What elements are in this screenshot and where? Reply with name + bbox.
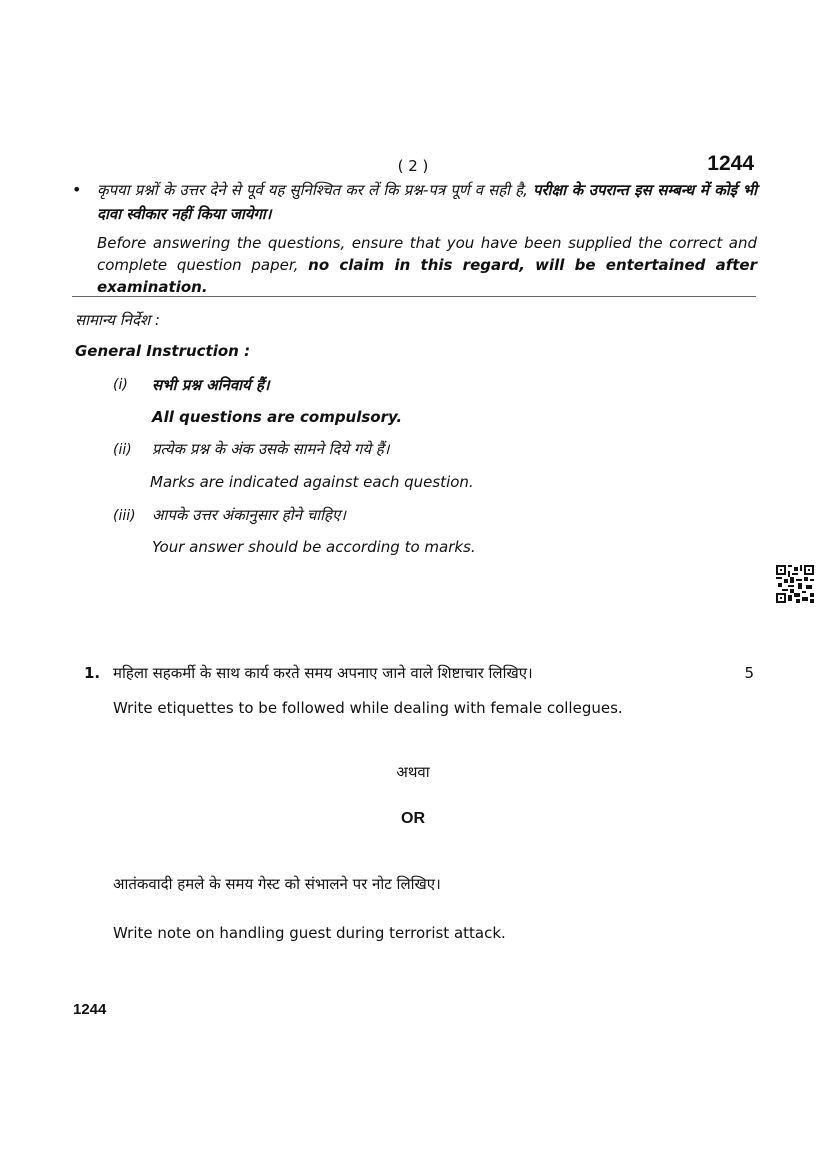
instruction-num-3: (iii) bbox=[113, 508, 136, 524]
notice-english bbox=[97, 232, 757, 298]
notice-hindi bbox=[97, 178, 757, 226]
instruction-english-1: All questions are compulsory. bbox=[152, 408, 403, 426]
instruction-hindi-2: प्रत्येक प्रश्न के अंक उसके सामने दिये गये हैं। bbox=[152, 440, 390, 458]
instruction-hindi-1: सभी प्रश्न अनिवार्य हैं। bbox=[152, 376, 270, 394]
instruction-num-2: (ii) bbox=[113, 442, 132, 458]
instruction-english-2: Marks are indicated against each question. bbox=[150, 473, 474, 491]
general-heading-english: General Instruction : bbox=[75, 342, 251, 360]
alternate-question-hindi: आतंकवादी हमले के समय गेस्ट को संभालने पर नोट लिखिए। bbox=[113, 875, 441, 893]
question-marks: 5 bbox=[744, 664, 754, 682]
notice-bullet: • bbox=[72, 180, 82, 199]
notice-english-bold: no claim in this regard, will be entertained after examination. bbox=[97, 256, 757, 296]
instruction-hindi-3: आपके उत्तर अंकानुसार होने चाहिए। bbox=[152, 506, 346, 524]
notice-english-text: Before answering the questions, ensure that you have been supplied the correct and complete question paper, bbox=[97, 234, 757, 274]
or-english: OR bbox=[401, 810, 425, 827]
or-hindi: अथवा bbox=[396, 763, 430, 781]
instruction-num-1: (i) bbox=[113, 377, 128, 393]
notice-hindi-text: कृपया प्रश्नों के उत्तर देने से पूर्व यह सुनिश्चित कर लें कि प्रश्न-पत्र पूर्ण व सही है, bbox=[97, 181, 533, 199]
question-number: 1. bbox=[84, 664, 101, 682]
qr-code-icon bbox=[776, 565, 814, 603]
question-english: Write etiquettes to be followed while dealing with female collegues. bbox=[113, 699, 623, 717]
paper-code-top: 1244 bbox=[707, 152, 754, 175]
question-hindi: महिला सहकर्मी के साथ कार्य करते समय अपनाए जाने वाले शिष्टाचार लिखिए। bbox=[113, 664, 533, 682]
alternate-question-english: Write note on handling guest during terrorist attack. bbox=[113, 924, 506, 942]
paper-code-bottom: 1244 bbox=[73, 1001, 107, 1018]
page-number: ( 2 ) bbox=[397, 157, 429, 175]
instruction-english-3: Your answer should be according to marks. bbox=[152, 538, 476, 556]
notice-hindi-bold: परीक्षा के उपरान्त इस सम्बन्ध में कोई भी दावा स्वीकार नहीं किया जायेगा। bbox=[97, 181, 757, 223]
general-heading-hindi: सामान्य निर्देश : bbox=[75, 311, 160, 329]
divider bbox=[72, 296, 756, 297]
